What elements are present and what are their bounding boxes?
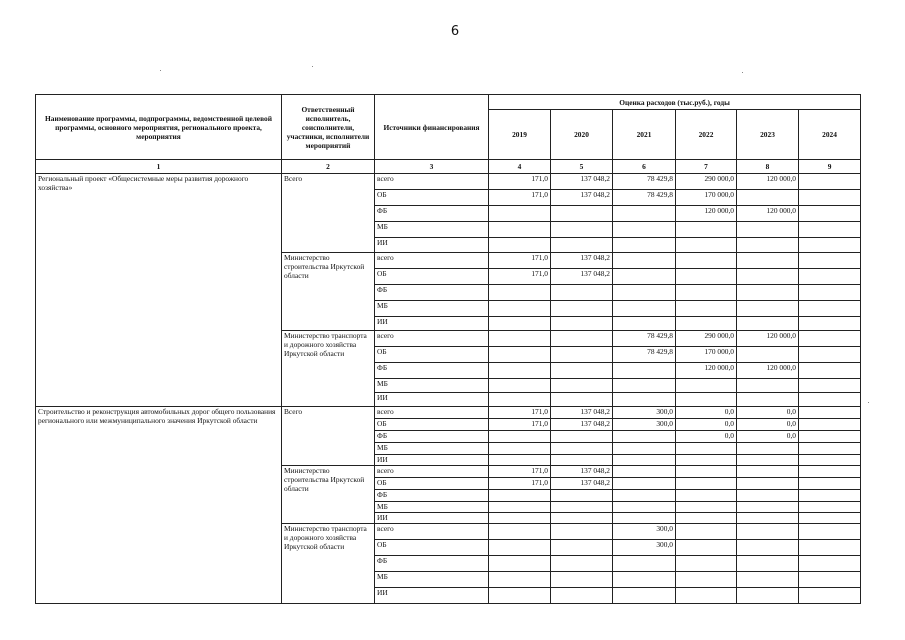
table-row	[36, 407, 861, 419]
amount-cell	[676, 317, 737, 331]
amount-cell	[551, 222, 613, 238]
amount-cell: 300,0	[613, 419, 676, 431]
amount-cell	[613, 363, 676, 379]
funding-source-cell: МБ	[375, 379, 489, 393]
amount-cell: 120 000,0	[737, 363, 799, 379]
amount-cell	[799, 331, 861, 347]
amount-cell	[799, 466, 861, 478]
amount-cell	[799, 540, 861, 556]
amount-cell: 137 048,2	[551, 478, 613, 490]
amount-cell	[799, 455, 861, 466]
amount-cell: 78 429,8	[613, 347, 676, 363]
funding-source-cell: ФБ	[375, 285, 489, 301]
amount-cell	[551, 572, 613, 588]
amount-cell: 171,0	[489, 253, 551, 269]
executor-cell: Всего	[282, 407, 375, 466]
header-year: 2024	[799, 110, 861, 160]
amount-cell	[489, 455, 551, 466]
amount-cell	[799, 238, 861, 253]
amount-cell	[551, 556, 613, 572]
amount-cell	[799, 556, 861, 572]
amount-cell	[799, 347, 861, 363]
funding-source-cell: всего	[375, 524, 489, 540]
amount-cell: 290 000,0	[676, 331, 737, 347]
amount-cell	[799, 269, 861, 285]
funding-source-cell: МБ	[375, 301, 489, 317]
header-year: 2023	[737, 110, 799, 160]
amount-cell: 137 048,2	[551, 466, 613, 478]
amount-cell: 300,0	[613, 407, 676, 419]
amount-cell	[676, 524, 737, 540]
amount-cell: 171,0	[489, 478, 551, 490]
amount-cell	[737, 478, 799, 490]
amount-cell	[613, 431, 676, 443]
amount-cell	[613, 238, 676, 253]
column-number: 5	[551, 160, 613, 174]
column-number: 9	[799, 160, 861, 174]
amount-cell: 171,0	[489, 269, 551, 285]
amount-cell	[489, 524, 551, 540]
funding-source-cell: всего	[375, 174, 489, 190]
amount-cell	[613, 269, 676, 285]
amount-cell	[676, 588, 737, 604]
amount-cell	[676, 269, 737, 285]
amount-cell	[551, 331, 613, 347]
column-number-row	[36, 160, 861, 174]
funding-source-cell: ИИ	[375, 393, 489, 407]
funding-source-cell: всего	[375, 466, 489, 478]
funding-source-cell: всего	[375, 253, 489, 269]
amount-cell	[551, 455, 613, 466]
amount-cell: 0,0	[737, 431, 799, 443]
amount-cell	[676, 393, 737, 407]
amount-cell	[551, 206, 613, 222]
column-number: 7	[676, 160, 737, 174]
amount-cell	[489, 490, 551, 502]
amount-cell	[676, 572, 737, 588]
header-source: Источники финансирования	[375, 95, 489, 160]
funding-source-cell: МБ	[375, 572, 489, 588]
amount-cell	[737, 588, 799, 604]
amount-cell	[799, 363, 861, 379]
amount-cell	[676, 513, 737, 524]
amount-cell: 171,0	[489, 407, 551, 419]
executor-cell: Министерство строительства Иркутской области	[282, 253, 375, 331]
funding-source-cell: ОБ	[375, 347, 489, 363]
amount-cell	[613, 393, 676, 407]
amount-cell	[613, 556, 676, 572]
amount-cell	[799, 253, 861, 269]
amount-cell	[489, 301, 551, 317]
amount-cell	[737, 572, 799, 588]
amount-cell	[551, 443, 613, 455]
amount-cell	[489, 588, 551, 604]
column-number: 3	[375, 160, 489, 174]
amount-cell: 137 048,2	[551, 253, 613, 269]
funding-source-cell: МБ	[375, 222, 489, 238]
amount-cell: 0,0	[737, 419, 799, 431]
amount-cell	[799, 419, 861, 431]
amount-cell	[613, 478, 676, 490]
amount-cell	[489, 363, 551, 379]
amount-cell	[489, 222, 551, 238]
amount-cell: 171,0	[489, 174, 551, 190]
amount-cell	[489, 238, 551, 253]
amount-cell: 78 429,8	[613, 190, 676, 206]
funding-source-cell: ИИ	[375, 317, 489, 331]
amount-cell	[489, 393, 551, 407]
scan-speck	[312, 66, 313, 67]
executor-cell: Министерство строительства Иркутской области	[282, 466, 375, 524]
amount-cell: 290 000,0	[676, 174, 737, 190]
amount-cell	[676, 285, 737, 301]
amount-cell	[676, 222, 737, 238]
amount-cell	[799, 174, 861, 190]
amount-cell	[551, 379, 613, 393]
amount-cell	[489, 285, 551, 301]
header-year: 2019	[489, 110, 551, 160]
amount-cell	[799, 317, 861, 331]
amount-cell	[737, 502, 799, 513]
amount-cell	[489, 572, 551, 588]
amount-cell	[737, 466, 799, 478]
amount-cell	[737, 317, 799, 331]
amount-cell	[737, 222, 799, 238]
amount-cell	[737, 347, 799, 363]
amount-cell	[737, 556, 799, 572]
amount-cell	[489, 317, 551, 331]
amount-cell	[799, 524, 861, 540]
amount-cell	[551, 588, 613, 604]
amount-cell	[676, 478, 737, 490]
scan-speck	[160, 70, 161, 71]
amount-cell	[799, 222, 861, 238]
budget-table	[35, 94, 861, 604]
funding-source-cell: ФБ	[375, 556, 489, 572]
amount-cell	[613, 513, 676, 524]
header-row	[36, 95, 861, 110]
amount-cell	[676, 238, 737, 253]
amount-cell	[799, 190, 861, 206]
amount-cell	[489, 347, 551, 363]
amount-cell	[489, 331, 551, 347]
funding-source-cell: ИИ	[375, 513, 489, 524]
amount-cell	[551, 285, 613, 301]
funding-source-cell: ФБ	[375, 490, 489, 502]
funding-source-cell: ОБ	[375, 540, 489, 556]
amount-cell: 120 000,0	[737, 331, 799, 347]
amount-cell: 300,0	[613, 540, 676, 556]
amount-cell: 137 048,2	[551, 174, 613, 190]
amount-cell	[799, 490, 861, 502]
amount-cell	[799, 588, 861, 604]
amount-cell	[737, 540, 799, 556]
amount-cell	[799, 285, 861, 301]
funding-source-cell: ФБ	[375, 363, 489, 379]
amount-cell	[489, 502, 551, 513]
column-number: 1	[36, 160, 282, 174]
funding-source-cell: МБ	[375, 443, 489, 455]
header-name: Наименование программы, подпрограммы, ведомственной целевой программы, основного мероприятия, регионального проекта, мероприятия	[36, 95, 282, 160]
amount-cell	[676, 443, 737, 455]
funding-source-cell: ОБ	[375, 190, 489, 206]
amount-cell	[676, 556, 737, 572]
program-name-cell: Строительство и реконструкция автомобильных дорог общего пользования регионального или межмуниципального значения Иркутской области	[36, 407, 282, 604]
amount-cell	[676, 502, 737, 513]
funding-source-cell: ОБ	[375, 269, 489, 285]
amount-cell	[613, 443, 676, 455]
amount-cell	[551, 301, 613, 317]
amount-cell	[613, 301, 676, 317]
amount-cell	[737, 455, 799, 466]
amount-cell	[551, 363, 613, 379]
amount-cell	[613, 317, 676, 331]
amount-cell	[489, 556, 551, 572]
amount-cell	[799, 443, 861, 455]
amount-cell	[799, 301, 861, 317]
amount-cell	[737, 524, 799, 540]
amount-cell: 170 000,0	[676, 347, 737, 363]
funding-source-cell: МБ	[375, 502, 489, 513]
header-estimate: Оценка расходов (тыс.руб.), годы	[489, 95, 861, 110]
amount-cell	[489, 513, 551, 524]
amount-cell	[737, 490, 799, 502]
amount-cell	[799, 393, 861, 407]
amount-cell	[551, 490, 613, 502]
amount-cell	[613, 379, 676, 393]
program-name-cell: Региональный проект «Общесистемные меры развития дорожного хозяйства»	[36, 174, 282, 407]
amount-cell: 137 048,2	[551, 407, 613, 419]
amount-cell: 120 000,0	[737, 206, 799, 222]
amount-cell	[799, 502, 861, 513]
amount-cell	[737, 301, 799, 317]
amount-cell	[489, 540, 551, 556]
amount-cell	[613, 588, 676, 604]
executor-cell: Министерство транспорта и дорожного хозяйства Иркутской области	[282, 524, 375, 604]
amount-cell: 171,0	[489, 419, 551, 431]
amount-cell: 78 429,8	[613, 174, 676, 190]
amount-cell: 120 000,0	[676, 363, 737, 379]
amount-cell	[676, 466, 737, 478]
amount-cell	[551, 502, 613, 513]
amount-cell	[737, 190, 799, 206]
amount-cell	[551, 513, 613, 524]
amount-cell	[799, 431, 861, 443]
amount-cell	[737, 513, 799, 524]
column-number: 2	[282, 160, 375, 174]
amount-cell	[676, 301, 737, 317]
amount-cell: 120 000,0	[676, 206, 737, 222]
amount-cell	[551, 317, 613, 331]
column-number: 8	[737, 160, 799, 174]
header-year: 2021	[613, 110, 676, 160]
amount-cell	[737, 443, 799, 455]
amount-cell	[489, 443, 551, 455]
amount-cell	[737, 285, 799, 301]
amount-cell: 171,0	[489, 190, 551, 206]
amount-cell: 0,0	[676, 419, 737, 431]
amount-cell	[551, 431, 613, 443]
amount-cell	[551, 540, 613, 556]
amount-cell: 171,0	[489, 466, 551, 478]
amount-cell	[551, 524, 613, 540]
amount-cell: 0,0	[737, 407, 799, 419]
amount-cell	[551, 393, 613, 407]
amount-cell	[613, 285, 676, 301]
amount-cell	[489, 431, 551, 443]
amount-cell	[551, 238, 613, 253]
funding-source-cell: ФБ	[375, 206, 489, 222]
funding-source-cell: ОБ	[375, 478, 489, 490]
funding-source-cell: всего	[375, 407, 489, 419]
amount-cell	[613, 466, 676, 478]
column-number: 6	[613, 160, 676, 174]
amount-cell	[489, 206, 551, 222]
amount-cell	[676, 540, 737, 556]
funding-source-cell: ИИ	[375, 588, 489, 604]
amount-cell	[737, 393, 799, 407]
amount-cell: 137 048,2	[551, 269, 613, 285]
table-row	[36, 174, 861, 190]
amount-cell	[613, 455, 676, 466]
funding-source-cell: ИИ	[375, 238, 489, 253]
executor-cell: Министерство транспорта и дорожного хозяйства Иркутской области	[282, 331, 375, 407]
scan-speck	[868, 402, 869, 403]
amount-cell: 0,0	[676, 431, 737, 443]
amount-cell	[799, 513, 861, 524]
amount-cell	[799, 478, 861, 490]
amount-cell	[737, 379, 799, 393]
amount-cell	[737, 238, 799, 253]
amount-cell	[737, 253, 799, 269]
scan-speck	[742, 72, 743, 73]
amount-cell	[551, 347, 613, 363]
amount-cell	[799, 379, 861, 393]
amount-cell	[676, 253, 737, 269]
amount-cell	[737, 269, 799, 285]
amount-cell	[676, 379, 737, 393]
executor-cell: Всего	[282, 174, 375, 253]
amount-cell	[676, 455, 737, 466]
amount-cell: 170 000,0	[676, 190, 737, 206]
amount-cell: 78 429,8	[613, 331, 676, 347]
header-year: 2022	[676, 110, 737, 160]
amount-cell	[799, 407, 861, 419]
amount-cell: 120 000,0	[737, 174, 799, 190]
amount-cell	[613, 572, 676, 588]
funding-source-cell: ИИ	[375, 455, 489, 466]
funding-source-cell: ФБ	[375, 431, 489, 443]
amount-cell	[613, 490, 676, 502]
amount-cell	[613, 206, 676, 222]
amount-cell: 0,0	[676, 407, 737, 419]
amount-cell	[613, 502, 676, 513]
amount-cell	[799, 572, 861, 588]
page-number: 6	[450, 24, 460, 39]
amount-cell	[489, 379, 551, 393]
amount-cell	[676, 490, 737, 502]
header-executor: Ответственный исполнитель, соисполнители, участники, исполнители мероприятий	[282, 95, 375, 160]
amount-cell	[613, 253, 676, 269]
header-year: 2020	[551, 110, 613, 160]
funding-source-cell: всего	[375, 331, 489, 347]
amount-cell: 137 048,2	[551, 190, 613, 206]
column-number: 4	[489, 160, 551, 174]
amount-cell: 300,0	[613, 524, 676, 540]
amount-cell	[613, 222, 676, 238]
amount-cell: 137 048,2	[551, 419, 613, 431]
funding-source-cell: ОБ	[375, 419, 489, 431]
amount-cell	[799, 206, 861, 222]
